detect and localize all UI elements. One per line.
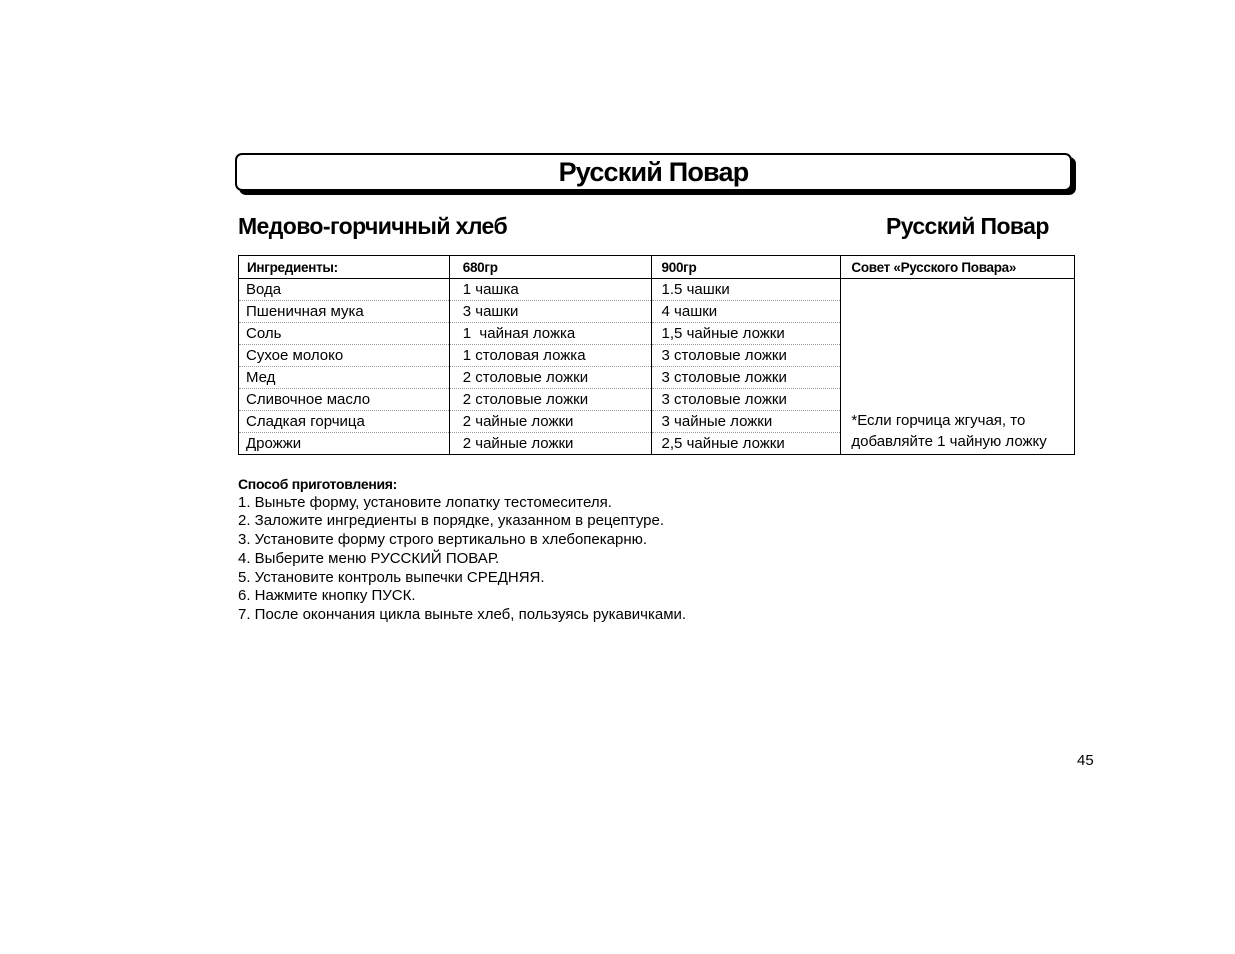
recipe-title: Медово-горчичный хлеб: [238, 213, 508, 239]
ingredient-cell: Дрожжи: [239, 433, 450, 455]
amount-900-cell: 1.5 чашки: [651, 279, 841, 301]
method-step: 2. Заложите ингредиенты в порядке, указанном в рецептуре.: [238, 512, 665, 530]
method-step: 3. Установите форму строго вертикально в хлебопекарню.: [238, 531, 648, 549]
method-step: 1. Выньте форму, установите лопатку тестомесителя.: [238, 493, 612, 511]
method-title: Способ приготовления:: [238, 476, 398, 492]
program-name: Русский Повар: [886, 213, 1049, 239]
column-header-ingredients: Ингредиенты:: [239, 256, 450, 279]
amount-680-cell: 1 чашка: [449, 279, 651, 301]
method-step: 6. Нажмите кнопку ПУСК.: [238, 587, 416, 605]
ingredient-cell: Сладкая горчица: [239, 411, 450, 433]
table-header-row: [239, 256, 1075, 279]
method-step: 7. После окончания цикла выньте хлеб, пользуясь рукавичками.: [238, 605, 687, 623]
amount-680-cell: 2 чайные ложки: [449, 433, 651, 455]
amount-680-cell: 3 чашки: [449, 301, 651, 323]
amount-900-cell: 3 чайные ложки: [651, 411, 841, 433]
ingredient-cell: Вода: [239, 279, 450, 301]
preparation-method: [238, 475, 686, 625]
tip-cell: *Если горчица жгучая, то добавляйте 1 чайную ложку: [841, 279, 1075, 455]
table-row: [239, 279, 1075, 301]
ingredient-cell: Мед: [239, 367, 450, 389]
ingredient-cell: Сухое молоко: [239, 345, 450, 367]
page-number: 45: [1077, 752, 1094, 769]
column-header-tip: Совет «Русского Повара»: [841, 256, 1075, 279]
amount-680-cell: 2 столовые ложки: [449, 367, 651, 389]
amount-900-cell: 4 чашки: [651, 301, 841, 323]
method-step: 5. Установите контроль выпечки СРЕДНЯЯ.: [238, 568, 545, 586]
amount-680-cell: 2 столовые ложки: [449, 389, 651, 411]
amount-900-cell: 3 столовые ложки: [651, 389, 841, 411]
amount-900-cell: 3 столовые ложки: [651, 345, 841, 367]
column-header-900g: 900гр: [651, 256, 841, 279]
page-header-box: [235, 153, 1072, 191]
amount-680-cell: 1 столовая ложка: [449, 345, 651, 367]
amount-900-cell: 1,5 чайные ложки: [651, 323, 841, 345]
method-step: 4. Выберите меню РУССКИЙ ПОВАР.: [238, 549, 500, 567]
amount-900-cell: 2,5 чайные ложки: [651, 433, 841, 455]
ingredients-table: [238, 255, 1075, 455]
ingredient-cell: Соль: [239, 323, 450, 345]
ingredient-cell: Сливочное масло: [239, 389, 450, 411]
amount-680-cell: 1 чайная ложка: [449, 323, 651, 345]
column-header-680g: 680гр: [449, 256, 651, 279]
ingredient-cell: Пшеничная мука: [239, 301, 450, 323]
amount-900-cell: 3 столовые ложки: [651, 367, 841, 389]
amount-680-cell: 2 чайные ложки: [449, 411, 651, 433]
page-header-title: Русский Повар: [558, 156, 749, 187]
